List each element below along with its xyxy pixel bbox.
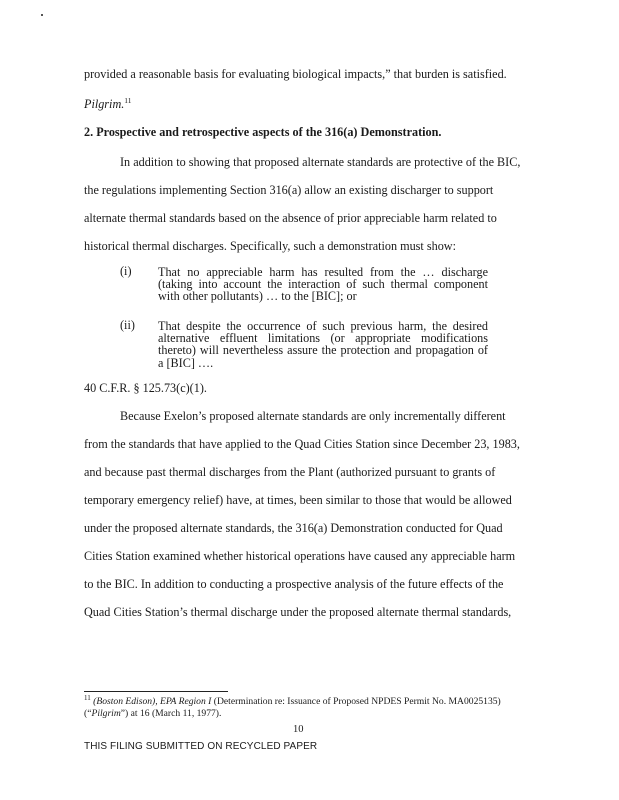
page-number: 10	[293, 724, 304, 735]
para2-line-3: and because past thermal discharges from the Plant (authorized pursuant to grants of	[84, 465, 496, 479]
scan-speck	[41, 14, 43, 16]
filing-notice: THIS FILING SUBMITTED ON RECYCLED PAPER	[84, 741, 318, 752]
footnote-line-2-rest: ”) at 16 (March 11, 1977).	[120, 707, 222, 719]
footnote-case-name: (Boston Edison), EPA Region I	[90, 696, 212, 707]
para1-line-1: In addition to showing that proposed alternate standards are protective of the BIC,	[120, 155, 521, 169]
footnote-marker: 11	[84, 693, 91, 702]
para1-line-2: the regulations implementing Section 316(a) allow an existing discharger to support	[84, 183, 494, 197]
para1-line-3: alternate thermal standards based on the absence of prior appreciable harm related to	[84, 211, 497, 225]
pilgrim-citation-line	[84, 97, 132, 112]
body-line-1: provided a reasonable basis for evaluating biological impacts,” that burden is satisfied.	[84, 67, 507, 81]
section-heading: 2. Prospective and retrospective aspects of the 316(a) Demonstration.	[84, 125, 442, 139]
para2-line-4: temporary emergency relief) have, at times, been similar to those that would be allowed	[84, 493, 512, 507]
quote-item-1-text: That no appreciable harm has resulted from the … discharge (taking into account the interaction of such thermal component with other pollutants) … to the [BIC]; or	[158, 265, 488, 304]
quote-item-1-number: (i)	[120, 264, 132, 278]
footnote-line-2	[84, 708, 524, 720]
quote-item-2-text: That despite the occurrence of such previous harm, the desired alternative effluent limitations (or appropriate modifications thereto) will nevertheless assure the protection and propagation of a [BIC] ….	[158, 319, 488, 370]
footnote-open-quote: (“	[84, 707, 92, 719]
para2-line-6: Cities Station examined whether historical operations have caused any appreciable harm	[84, 549, 516, 563]
para2-line-5: under the proposed alternate standards, the 316(a) Demonstration conducted for Quad	[84, 521, 503, 535]
footnote-ref-11: 11	[124, 95, 132, 105]
footnote-divider	[84, 691, 228, 692]
quote-item-2-number: (ii)	[120, 318, 135, 332]
para2-line-1: Because Exelon’s proposed alternate standards are only incrementally different	[120, 409, 506, 423]
cfr-citation: 40 C.F.R. § 125.73(c)(1).	[84, 381, 207, 395]
para2-line-8: Quad Cities Station’s thermal discharge under the proposed alternate thermal standards,	[84, 605, 512, 619]
para2-line-7: to the BIC. In addition to conducting a prospective analysis of the future effects of the	[84, 577, 504, 591]
para1-line-4: historical thermal discharges. Specifically, such a demonstration must show:	[84, 239, 456, 253]
footnote-11	[84, 693, 524, 719]
footnote-line-1	[84, 693, 524, 708]
pilgrim-italic: Pilgrim.	[84, 97, 125, 111]
footnote-short-name: Pilgrim	[91, 707, 121, 719]
footnote-line-1-rest: (Determination re: Issuance of Proposed NPDES Permit No. MA0025135)	[211, 696, 501, 707]
para2-line-2: from the standards that have applied to the Quad Cities Station since December 23, 1983,	[84, 437, 520, 451]
